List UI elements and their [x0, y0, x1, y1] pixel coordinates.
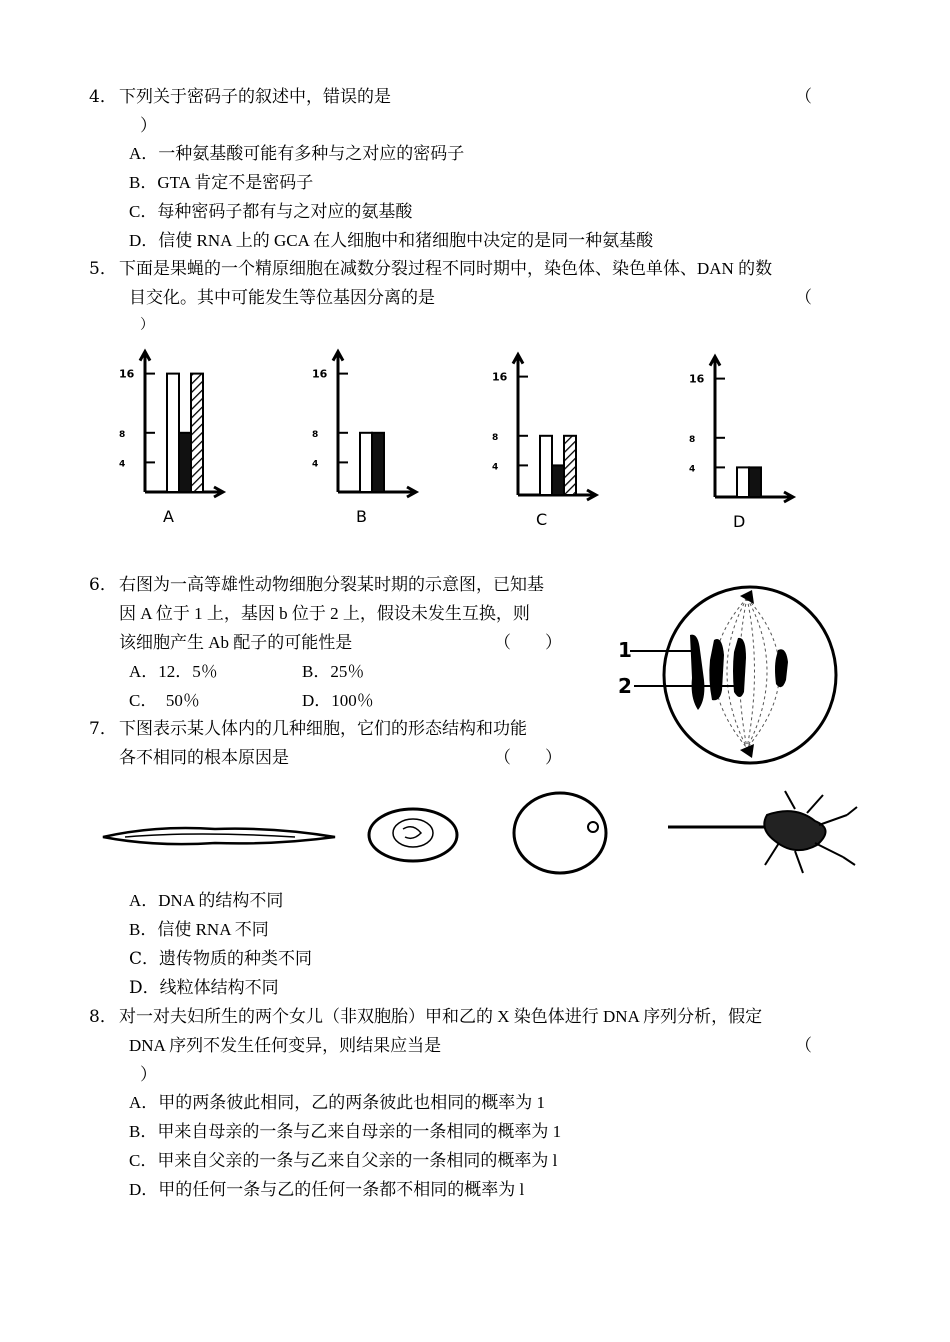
q4-option-d: D．信使 RNA 上的 GCA 在人细胞中和猪细胞中决定的是同一种氨基酸: [129, 231, 654, 250]
q8-line2: DNA 序列不发生任何变异，则结果应当是: [129, 1036, 442, 1055]
cell-division-figure: [612, 580, 847, 770]
chart-d-tick-label-4: 4: [689, 464, 696, 475]
round-cell: [514, 793, 606, 873]
q8-option-b: B．甲来自母亲的一条与乙来自母亲的一条相同的概率为 1: [129, 1122, 562, 1141]
chart-b-bar-2: [372, 433, 384, 492]
q6-number: 6．: [89, 575, 117, 595]
q8-option-c: C．甲来自父亲的一条与乙来自父亲的一条相同的概率为 l: [129, 1151, 558, 1170]
q6-option-a: A．12．5％: [129, 662, 218, 681]
cell-with-nucleus: [369, 809, 457, 861]
q8-option-d: D．甲的任何一条与乙的任何一条都不相同的概率为 l: [129, 1180, 525, 1199]
chart-c-bar-3: [564, 436, 576, 495]
q5-bar-charts: [0, 320, 950, 545]
chart-b-label: B: [356, 507, 367, 526]
q7-number: 7．: [89, 719, 117, 739]
chart-a-bar-3: [191, 374, 203, 492]
q8-option-a: A．甲的两条彼此相同，乙的两条彼此也相同的概率为 1: [129, 1093, 546, 1112]
spindle-fibers: [715, 598, 780, 748]
q4-option-b: B．GTA 肯定不是密码子: [129, 173, 314, 192]
chart-d-bar-2: [749, 467, 761, 497]
q6-option-d: D．100％: [302, 691, 374, 710]
chart-c-tick-label-16: 16: [492, 370, 508, 384]
chart-d-label: D: [733, 512, 746, 531]
q6-line3: 该细胞产生 Ab 配子的可能性是: [119, 633, 353, 652]
fig-label-1: 1: [618, 638, 632, 662]
chart-a-bar-2: [179, 433, 191, 492]
q7-line2: 各不相同的根本原因是: [119, 748, 289, 768]
q6-option-c: C． 50％: [129, 691, 200, 710]
neuron-cell: [668, 791, 857, 873]
chart-d-tick-label-8: 8: [689, 434, 696, 445]
pole-bottom: [740, 744, 754, 758]
muscle-cell: [103, 828, 335, 844]
chart-d-bar-1: [737, 467, 749, 497]
q5-paren-close: ）: [140, 317, 154, 333]
chart-b-tick-label-8: 8: [312, 429, 319, 440]
q7-option-d: D．线粒体结构不同: [129, 978, 279, 998]
chart-c-bar-1: [540, 436, 552, 495]
q7-paren: （ ）: [494, 748, 562, 768]
q5-stem-line2: 目交化。其中可能发生等位基因分离的是: [129, 288, 435, 308]
q8-line1: 对一对夫妇所生的两个女儿（非双胞胎）甲和乙的 X 染色体进行 DNA 序列分析，假定: [119, 1007, 763, 1026]
q5-number: 5．: [89, 259, 117, 279]
q4-option-a: A．一种氨基酸可能有多种与之对应的密码子: [129, 144, 465, 163]
chromosomes: [690, 635, 788, 710]
chart-c-tick-label-8: 8: [492, 432, 499, 443]
q5-stem-line1: 下面是果蝇的一个精原细胞在减数分裂过程不同时期中，染色体、染色单体、DAN 的数: [119, 259, 773, 278]
chart-a-tick-label-8: 8: [119, 429, 126, 440]
fig-label-2: 2: [618, 674, 632, 698]
chart-c-tick-label-4: 4: [492, 462, 499, 473]
q4-paren-close: ）: [140, 116, 157, 136]
q6-paren: （ ）: [494, 633, 562, 653]
q4-paren-open: （: [795, 87, 812, 107]
q6-option-b: B．25％: [302, 662, 365, 681]
q7-line1: 下图表示某人体内的几种细胞，它们的形态结构和功能: [119, 719, 527, 739]
chart-b-tick-label-4: 4: [312, 459, 319, 470]
q4-option-c: C．每种密码子都有与之对应的氨基酸: [129, 202, 413, 221]
q6-line1: 右图为一高等雄性动物细胞分裂某时期的示意图，已知基: [119, 575, 544, 595]
chart-a-tick-label-4: 4: [119, 459, 126, 470]
chart-d-tick-label-16: 16: [689, 372, 705, 386]
chart-b-bar-1: [360, 433, 372, 492]
q4-number: 4．: [89, 87, 117, 107]
chart-c-bar-2: [552, 465, 564, 495]
chart-b-tick-label-16: 16: [312, 367, 328, 381]
chart-c-label: C: [536, 510, 548, 529]
q8-paren-close: ）: [140, 1065, 157, 1085]
body-cells-figure: [95, 785, 875, 880]
chart-a-label: A: [163, 507, 174, 526]
q8-paren-open: （: [795, 1036, 812, 1056]
q5-paren-open: （: [795, 288, 812, 308]
q7-option-a: A．DNA 的结构不同: [129, 891, 284, 910]
pole-top: [740, 590, 754, 604]
chart-a-bar-1: [167, 374, 179, 492]
q6-line2: 因 A 位于 1 上，基因 b 位于 2 上，假设未发生互换，则: [119, 604, 530, 623]
chart-a-tick-label-16: 16: [119, 367, 135, 381]
q8-number: 8．: [89, 1007, 117, 1027]
q7-option-c: C．遗传物质的种类不同: [129, 949, 313, 969]
q4-stem: 下列关于密码子的叙述中，错误的是: [119, 87, 391, 107]
q7-option-b: B．信使 RNA 不同: [129, 920, 269, 939]
